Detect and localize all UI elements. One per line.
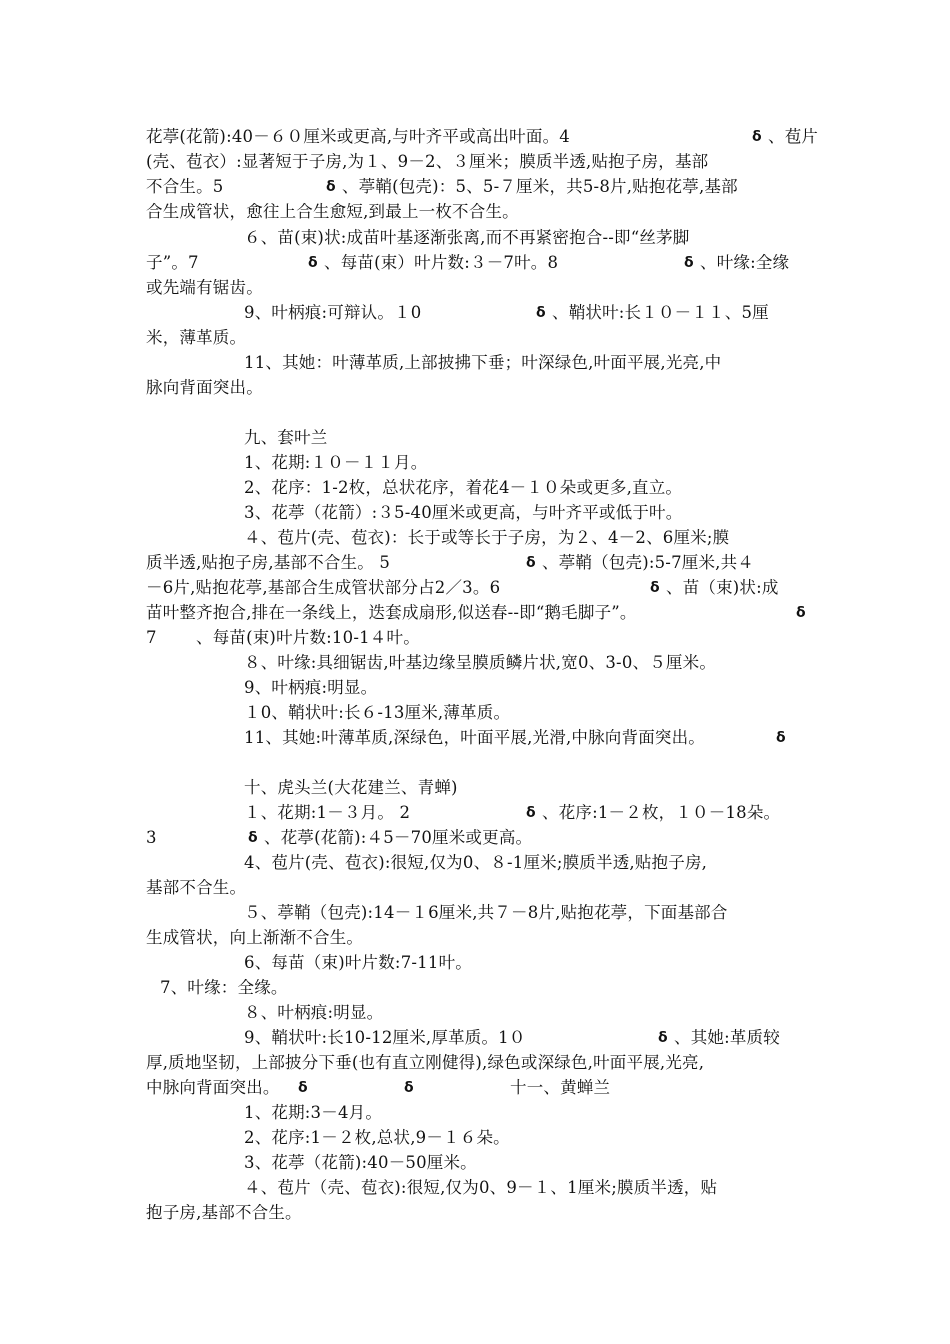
text-segment: ４、苞片（壳、苞衣):很短,仅为0、9－１、1厘米;膜质半透，贴 <box>244 1178 718 1197</box>
text-segment: 7、叶缘：全缘。 <box>160 978 288 997</box>
text-segment: 子”。7 <box>146 253 199 272</box>
text-line <box>0 476 683 500</box>
text-segment: 1、花期:3－4月。 <box>244 1103 383 1122</box>
text-segment: 9、鞘状叶:长10-12厘米,厚革质。1０ <box>244 1028 526 1047</box>
text-segment: 十、虎头兰(大花建兰、青蝉) <box>244 778 458 797</box>
text-segment: １、花期:1－３月。 2 <box>244 803 411 822</box>
mark-icon: ẟ <box>776 730 786 746</box>
text-segment: 11、其她:叶薄革质,深绿色，叶面平展,光滑,中脉向背面突出。 <box>244 728 705 747</box>
text-line <box>0 501 683 525</box>
text-segment: ４、苞片(壳、苞衣)：长于或等长于子房，为２、4－2、6厘米;膜 <box>244 528 730 547</box>
text-segment: 3 <box>146 828 157 847</box>
text-segment: 2、花序:1－２枚,总状,9－１６朵。 <box>244 1128 510 1147</box>
text-segment: 、每苗(束）叶片数:３－7叶。8 <box>324 253 559 272</box>
text-segment: (壳、苞衣）:显著短于子房,为１、9－2、３厘米；膜质半透,贴抱子房，基部 <box>146 152 709 171</box>
text-line <box>0 851 708 875</box>
text-segment: 苗叶整齐抱合,排在一条线上，迭套成扇形,似送春--即“鹅毛脚子”。 <box>146 603 637 622</box>
text-line <box>0 1026 780 1050</box>
text-segment: 2、花序：1-2枚，总状花序，着花4－１０朵或更多,直立。 <box>244 478 683 497</box>
text-segment: 基部不合生。 <box>146 878 247 897</box>
text-line <box>0 276 263 300</box>
text-segment: 抱子房,基部不合生。 <box>146 1203 302 1222</box>
text-segment: 米，薄革质。 <box>146 328 247 347</box>
text-line <box>0 701 511 725</box>
text-line <box>0 1151 477 1175</box>
text-line <box>0 376 263 400</box>
text-segment: 、花葶(花箭):４5－70厘米或更高。 <box>264 828 533 847</box>
text-segment: 花葶(花箭):40－６０厘米或更高,与叶齐平或高出叶面。4 <box>146 127 570 146</box>
text-line <box>0 551 755 575</box>
text-segment: 3、花葶（花箭）:３5-40厘米或更高，与叶齐平或低于叶。 <box>244 503 683 522</box>
mark-icon: ẟ <box>536 305 546 321</box>
text-line <box>0 976 288 1000</box>
text-line <box>0 226 690 250</box>
text-line <box>0 251 790 275</box>
text-line <box>0 175 738 199</box>
text-segment: ８、叶缘:具细锯齿,叶基边缘呈膜质鳞片状,宽0、3-0、５厘米。 <box>244 653 717 672</box>
mark-icon: ẟ <box>298 1080 308 1096</box>
text-line <box>0 651 717 675</box>
text-line <box>0 1126 510 1150</box>
text-line <box>0 876 247 900</box>
text-segment: 9、叶柄痕:明显。 <box>244 678 378 697</box>
text-segment: 或先端有锯齿。 <box>146 278 263 297</box>
text-segment: 生成管状，向上渐渐不合生。 <box>146 928 364 947</box>
text-line <box>0 601 806 625</box>
text-segment: 不合生。5 <box>146 177 224 196</box>
mark-icon: ẟ <box>658 1030 668 1046</box>
text-segment: ８、叶柄痕:明显。 <box>244 1003 384 1022</box>
text-segment: 、苞片 <box>768 127 819 146</box>
mark-icon: ẟ <box>308 255 318 271</box>
text-line <box>0 326 247 350</box>
text-line <box>0 801 781 825</box>
mark-icon: ẟ <box>752 129 762 145</box>
text-segment: 、其她:革质较 <box>674 1028 780 1047</box>
text-line <box>0 125 819 149</box>
mark-icon: ẟ <box>326 179 336 195</box>
text-segment: 6、每苗（束)叶片数:7-11叶。 <box>244 953 472 972</box>
section-heading <box>0 426 328 450</box>
mark-icon: ẟ <box>248 830 258 846</box>
text-segment: ６、苗(束)状:成苗叶基逐渐张离,而不再紧密抱合--即“丝茅脚 <box>244 228 690 247</box>
text-line <box>0 951 472 975</box>
text-segment: １0、鞘状叶:长６-13厘米,薄革质。 <box>244 703 511 722</box>
text-line <box>0 1201 302 1225</box>
text-line <box>0 526 730 550</box>
text-line <box>0 301 769 325</box>
text-segment: 、叶缘:全缘 <box>700 253 790 272</box>
text-line <box>0 1051 705 1075</box>
section-heading <box>0 776 458 800</box>
text-line <box>0 626 420 650</box>
text-segment: 厚,质地坚韧，上部披分下垂(也有直立刚健得),绿色或深绿色,叶面平展,光亮, <box>146 1053 705 1072</box>
text-segment: 、葶鞘(包壳)：5、5-７厘米，共5-8片,贴抱花葶,基部 <box>342 177 738 196</box>
text-segment: 、花序:1－２枚，１０－18朵。 <box>542 803 781 822</box>
text-line <box>0 1176 718 1200</box>
mark-icon: ẟ <box>526 555 536 571</box>
text-line <box>0 676 378 700</box>
text-segment: 、葶鞘（包壳):5-7厘米,共４ <box>542 553 755 572</box>
text-line <box>0 1001 384 1025</box>
section-heading: 十一、黄蝉兰 <box>510 1078 611 1097</box>
text-line <box>0 726 786 750</box>
text-segment: 中脉向背面突出。 <box>146 1078 280 1097</box>
text-segment: 、苗（束)状:成 <box>666 578 779 597</box>
text-segment: 3、花葶（花箭):40－50厘米。 <box>244 1153 477 1172</box>
text-segment: －6片,贴抱花葶,基部合生成管状部分占2／3。6 <box>146 578 501 597</box>
text-line <box>0 926 364 950</box>
text-segment: 、鞘状叶:长１０－１１、5厘 <box>552 303 769 322</box>
text-segment: 9、叶柄痕:可辩认。１0 <box>244 303 422 322</box>
text-line <box>0 576 779 600</box>
text-line <box>0 451 428 475</box>
text-line <box>0 901 728 925</box>
mark-icon: ẟ <box>796 605 806 621</box>
text-line <box>0 1076 611 1100</box>
mark-icon: ẟ <box>684 255 694 271</box>
text-line <box>0 150 709 174</box>
text-segment: 合生成管状，愈往上合生愈短,到最上一枚不合生。 <box>146 202 519 221</box>
text-segment: 九、套叶兰 <box>244 428 328 447</box>
text-segment: 7 <box>146 628 157 647</box>
text-segment: 质半透,贴抱子房,基部不合生。 5 <box>146 553 391 572</box>
text-line <box>0 200 519 224</box>
mark-icon: ẟ <box>650 580 660 596</box>
text-line <box>0 1101 383 1125</box>
text-line <box>0 351 722 375</box>
text-segment: 11、其她：叶薄革质,上部披拂下垂；叶深绿色,叶面平展,光亮,中 <box>244 353 722 372</box>
text-segment: 1、花期:１０－１１月。 <box>244 453 428 472</box>
text-segment: 脉向背面突出。 <box>146 378 263 397</box>
mark-icon: ẟ <box>526 805 536 821</box>
text-segment: ５、葶鞘（包壳):14－１6厘米,共７－8片,贴抱花葶，下面基部合 <box>244 903 728 922</box>
text-line <box>0 826 533 850</box>
mark-icon: ẟ <box>404 1080 414 1096</box>
text-segment: 、每苗(束)叶片数:10-1４叶。 <box>196 628 420 647</box>
text-segment: 4、苞片(壳、苞衣):很短,仅为0、８-1厘米;膜质半透,贴抱子房, <box>244 853 708 872</box>
